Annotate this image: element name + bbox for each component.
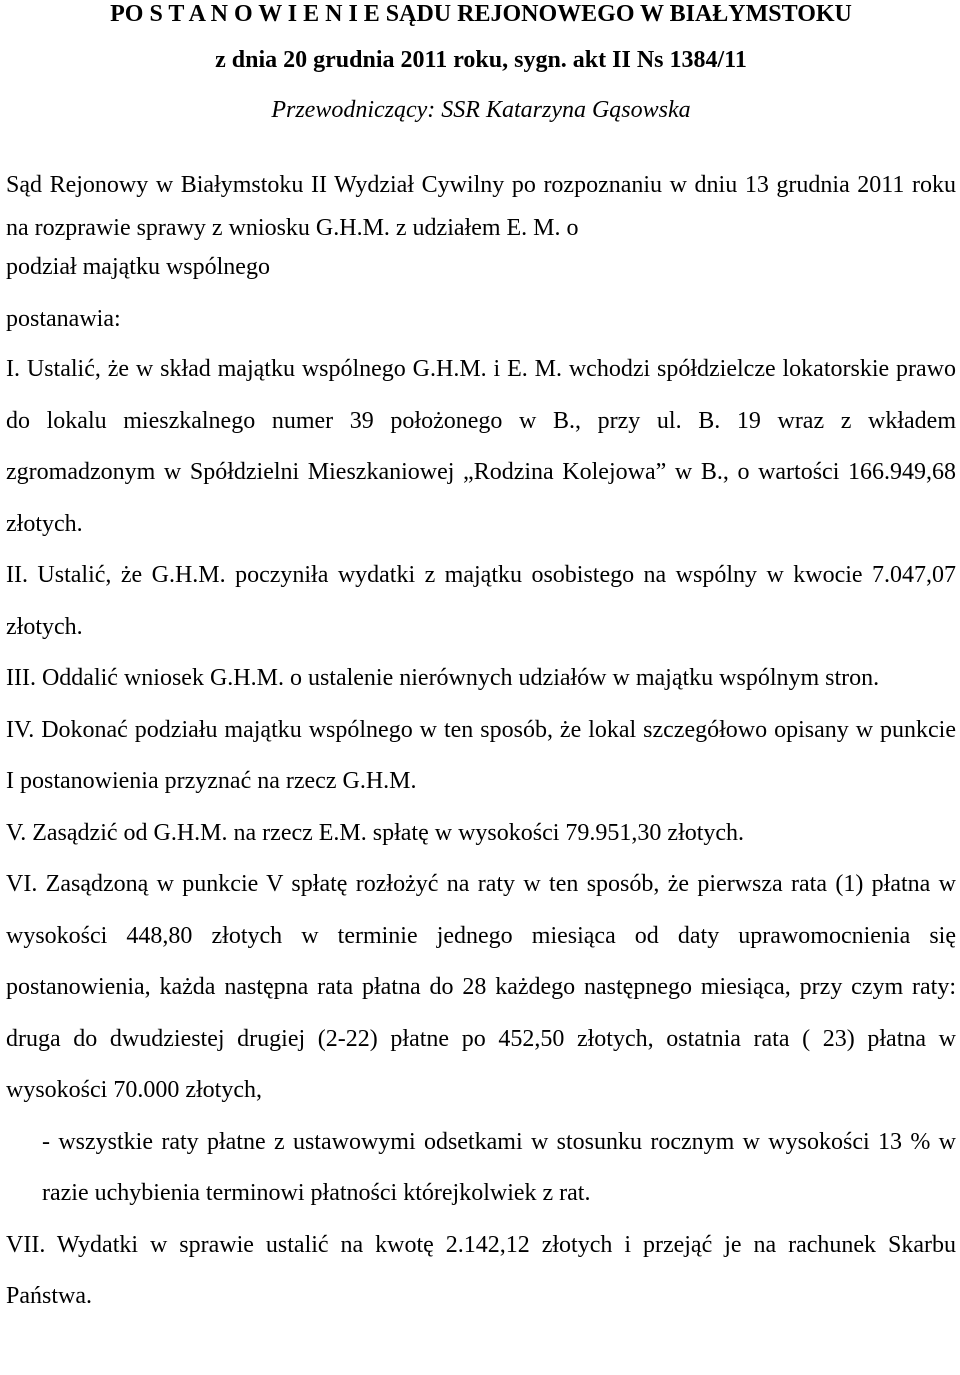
section-3: III. Oddalić wniosek G.H.M. o ustalenie nierównych udziałów w majątku wspólnym stron. xyxy=(6,665,880,691)
section-4: IV. Dokonać podziału majątku wspólnego w ten sposób, że lokal szczegółowo opisany w punkcie I postanowienia przyznać na rzecz G.H.M. xyxy=(6,716,956,794)
intro-paragraph: Sąd Rejonowy w Białymstoku II Wydział Cywilny po rozpoznaniu w dniu 13 grudnia 2011 roku na rozprawie sprawy z wniosku G.H.M. z udziałem E. M. o xyxy=(6,172,956,241)
presiding-judge-line: Przewodniczący: SSR Katarzyna Gąsowska xyxy=(271,97,691,123)
section-6: VI. Zasądzoną w punkcie V spłatę rozłożyć na raty w ten sposób, że pierwsza rata (1) płatna w wysokości 448,80 złotych w terminie jednego miesiąca od daty uprawomocnienia się postanowienia, każda następna rata płatna do 28 każdego następnego miesiąca, przy czym raty: druga do dwudziestej drugiej (2-22) płatne po 452,50 złotych, ostatnia rata ( 23) płatna w wysokości 70.000 złotych, xyxy=(6,871,956,1103)
section-7: VII. Wydatki w sprawie ustalić na kwotę 2.142,12 złotych i przejąć je na rachunek Skarbu Państwa. xyxy=(6,1231,956,1309)
decides-label: postanawia: xyxy=(6,306,121,332)
section-2: II. Ustalić, że G.H.M. poczyniła wydatki z majątku osobistego na wspólny w kwocie 7.047,07 złotych. xyxy=(6,562,956,640)
section-1: I. Ustalić, że w skład majątku wspólnego G.H.M. i E. M. wchodzi spółdzielcze lokatorskie prawo do lokalu mieszkalnego numer 39 położonego w B., przy ul. B. 19 wraz z wkładem zgromadzonym w Spółdzielni Mieszkaniowej „Rodzina Kolejowa” w B., o wartości 166.949,68 złotych. xyxy=(6,356,956,537)
date-signature-line: z dnia 20 grudnia 2011 roku, sygn. akt II Ns 1384/11 xyxy=(215,47,747,73)
document-header xyxy=(6,0,956,124)
section-5: V. Zasądzić od G.H.M. na rzecz E.M. spłatę w wysokości 79.951,30 złotych. xyxy=(6,819,745,846)
document-title: PO S T A N O W I E N I E SĄDU REJONOWEGO W BIAŁYMSTOKU xyxy=(110,1,852,27)
case-subject: podział majątku wspólnego xyxy=(6,254,270,280)
section-6-interest-clause: - wszystkie raty płatne z ustawowymi odsetkami w stosunku rocznym w wysokości 13 % w razie uchybienia terminowi płatności którejkolwiek z rat. xyxy=(42,1128,956,1206)
